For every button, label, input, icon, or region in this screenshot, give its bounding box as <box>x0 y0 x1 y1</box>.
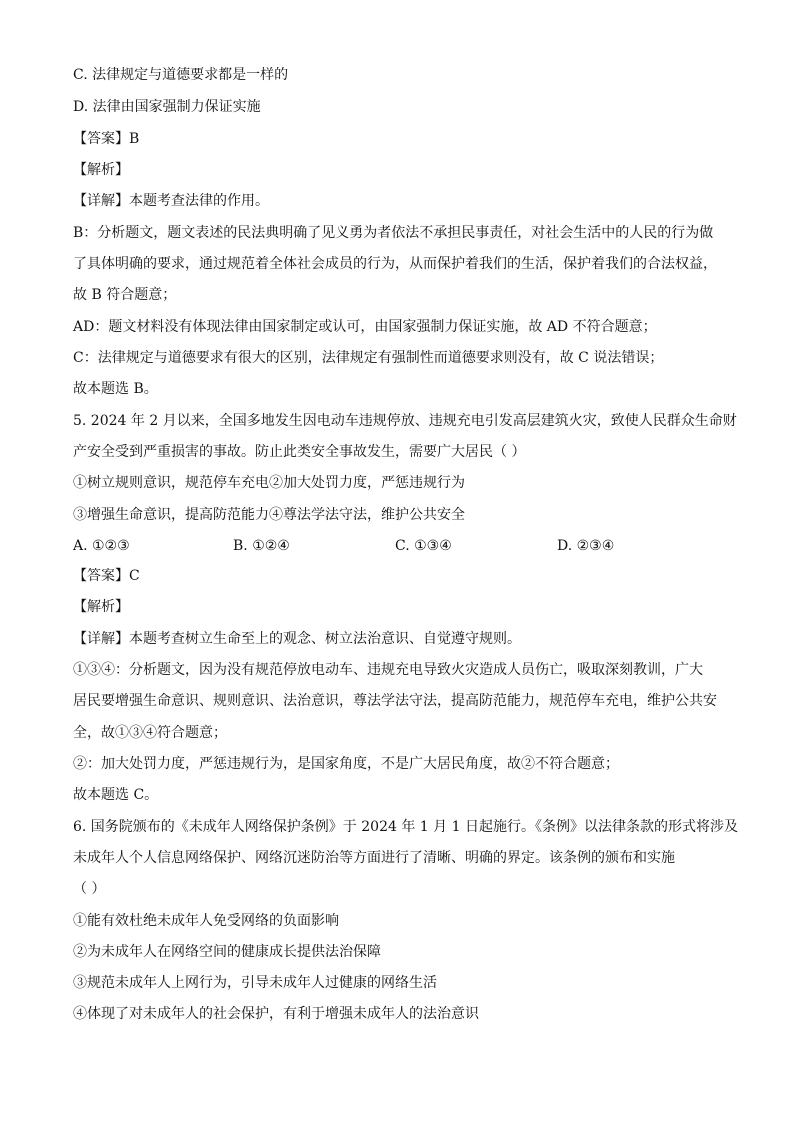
option-d-line: D. 法律由国家强制力保证实施 <box>73 99 261 115</box>
question-6-blank: （ ） <box>73 881 106 897</box>
question-6-statement: ③规范未成年人上网行为，引导未成年人过健康的网络生活 <box>73 975 437 991</box>
option-a: A. ①②③ <box>73 538 130 554</box>
conclusion-line: 故本题选 C。 <box>73 787 159 803</box>
question-6-stem: 6. 国务院颁布的《未成年人网络保护条例》于 2024 年 1 月 1 日起施行。《条例》以法律条款的形式将涉及 <box>73 819 738 835</box>
explanation-line: 居民要增强生命意识、规则意识、法治意识，尊法学法守法，提高防范能力，规范停车充电，维护公共安 <box>73 693 717 709</box>
question-6-statement: ②为未成年人在网络空间的健康成长提供法治保障 <box>73 944 381 960</box>
explanation-line: B：分析题文，题文表述的民法典明确了见义勇为者依法不承担民事责任，对社会生活中的人民的行为做 <box>73 225 714 241</box>
option-c-line: C. 法律规定与道德要求都是一样的 <box>73 67 289 83</box>
option-c: C. ①③④ <box>395 538 452 554</box>
question-5-stem: 5. 2024 年 2 月以来，全国多地发生因电动车违规停放、违规充电引发高层建筑火灾，致使人民群众生命财 <box>73 413 737 429</box>
explanation-line: C：法律规定与道德要求有很大的区别，法律规定有强制性而道德要求则没有，故 C 说法错误； <box>73 350 664 366</box>
question-6-statement: ④体现了对未成年人的社会保护，有利于增强未成年人的法治意识 <box>73 1006 479 1022</box>
explanation-line: 了具体明确的要求，通过规范着全体社会成员的行为，从而保护着我们的生活，保护着我们的合法权益， <box>73 256 717 272</box>
explanation-line: 全，故①③④符合题意； <box>73 725 227 741</box>
explanation-line: 故 B 符合题意； <box>73 287 177 303</box>
option-d: D. ②③④ <box>557 538 615 554</box>
question-5-statement: ①树立规则意识，规范停车充电②加大处罚力度，严惩违规行为 <box>73 475 465 491</box>
conclusion-line: 故本题选 B。 <box>73 381 158 397</box>
explanation-line: ①③④：分析题文，因为没有规范停放电动车、违规充电导致火灾造成人员伤亡，吸取深刻教训，广大 <box>73 662 703 678</box>
detail-line: 【详解】本题考查树立生命至上的观念、树立法治意识、自觉遵守规则。 <box>73 631 521 647</box>
detail-line: 【详解】本题考查法律的作用。 <box>73 193 269 209</box>
analysis-label: 【解析】 <box>73 162 129 178</box>
explanation-line: ②：加大处罚力度，严惩违规行为，是国家角度，不是广大居民角度，故②不符合题意； <box>73 756 619 772</box>
answer-label: 【答案】C <box>73 568 140 584</box>
explanation-line: AD：题文材料没有体现法律由国家制定或认可，由国家强制力保证实施，故 AD 不符合题意； <box>73 319 657 335</box>
analysis-label: 【解析】 <box>73 599 129 615</box>
question-5-stem: 产安全受到严重损害的事故。防止此类安全事故发生，需要广大居民（ ） <box>73 444 526 460</box>
option-b: B. ①②④ <box>233 538 290 554</box>
question-6-stem: 未成年人个人信息网络保护、网络沉迷防治等方面进行了清晰、明确的界定。该条例的颁布和实施 <box>73 850 675 866</box>
answer-label: 【答案】B <box>73 131 140 147</box>
question-5-statement: ③增强生命意识，提高防范能力④尊法学法守法，维护公共安全 <box>73 507 465 523</box>
question-6-statement: ①能有效杜绝未成年人免受网络的负面影响 <box>73 913 339 929</box>
